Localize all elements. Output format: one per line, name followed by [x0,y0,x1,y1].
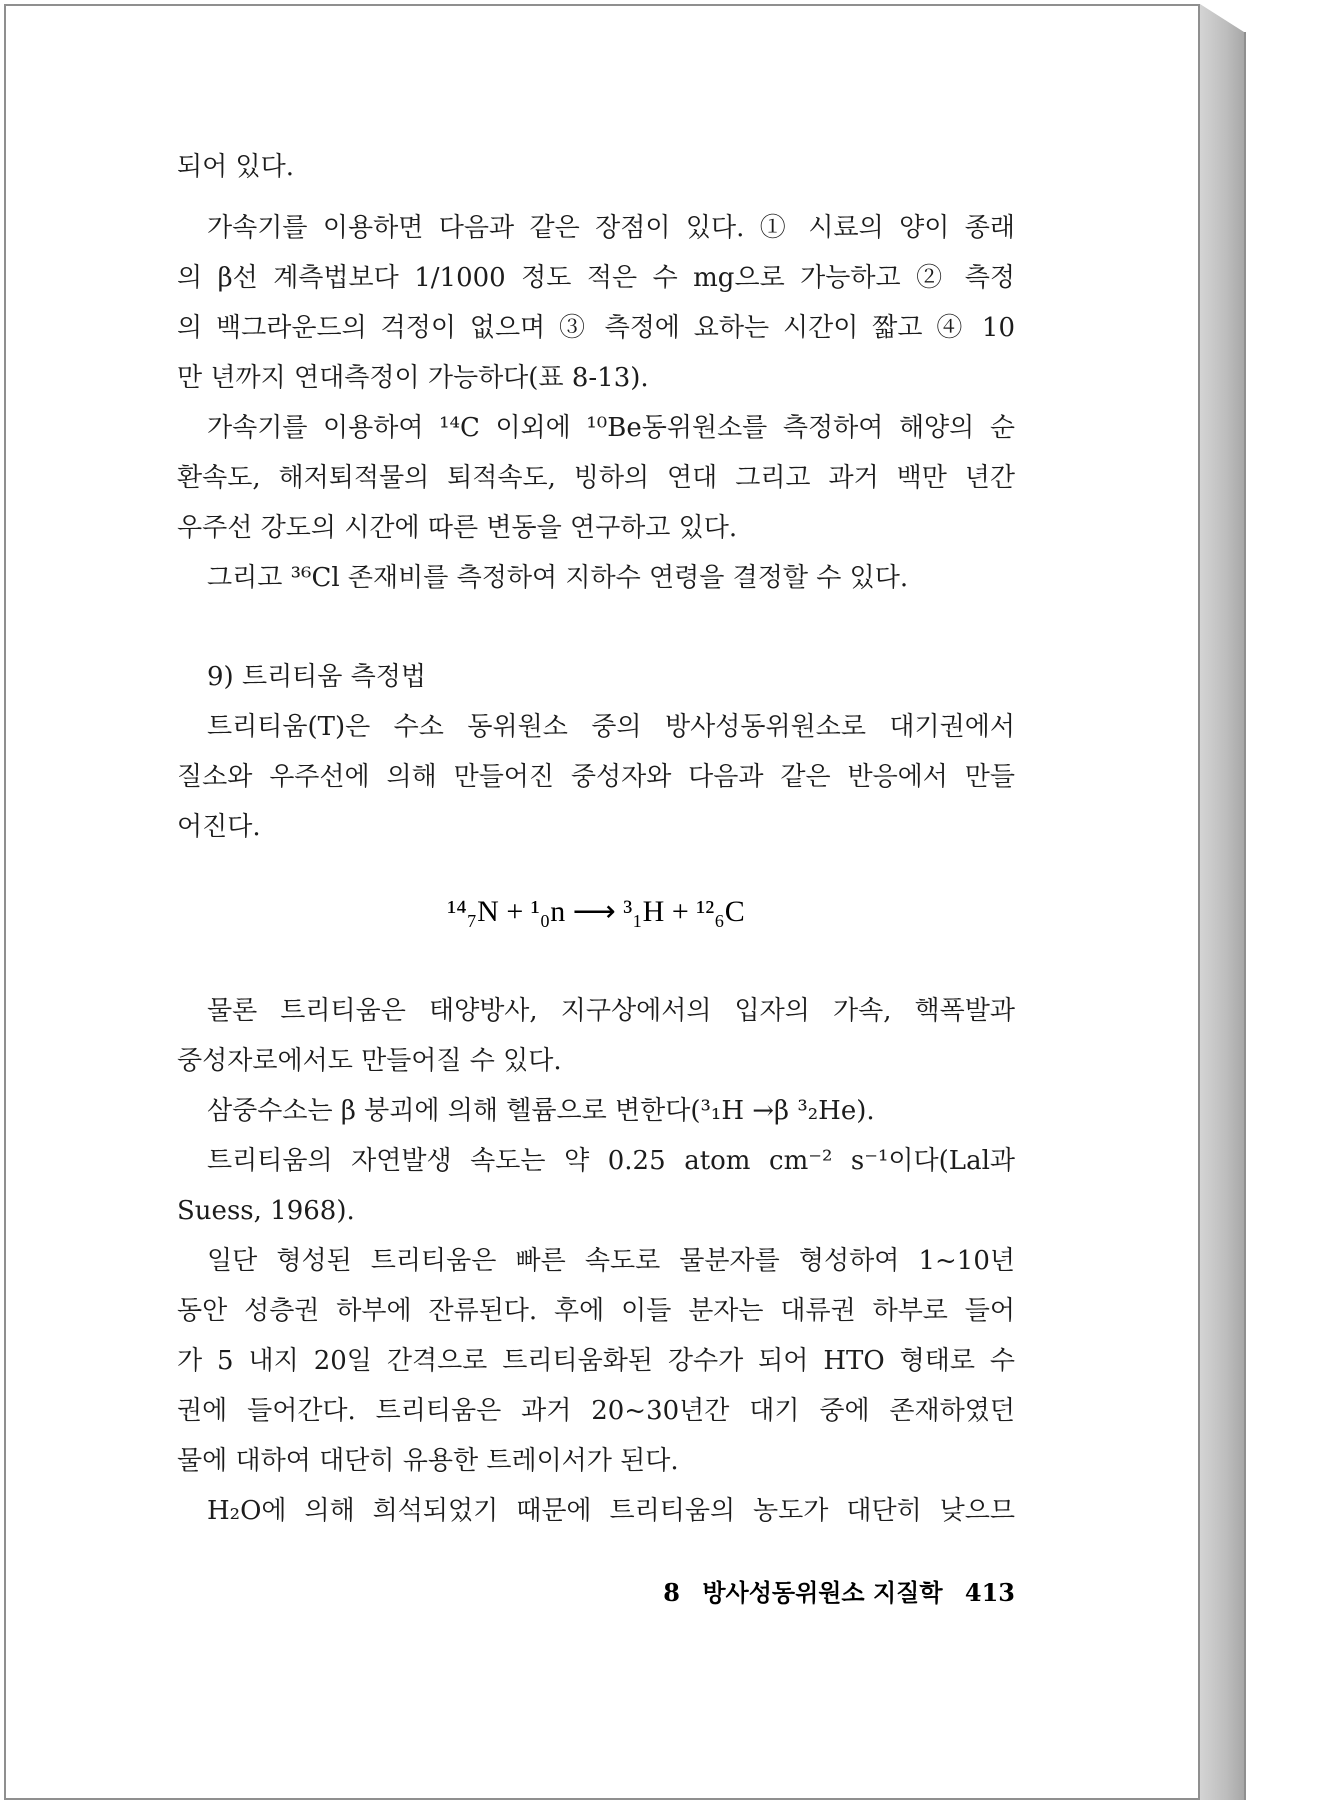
page-stack-edge [1200,4,1244,1800]
text-line: Suess, 1968). [177,1196,355,1226]
text-line: H₂O에 의해 희석되었기 때문에 트리티움의 농도가 대단히 낮으므 [207,1496,1015,1526]
text-line: 되어 있다. [177,152,294,182]
text-line: 가 5 내지 20일 간격으로 트리티움화된 강수가 되어 HTO 형태로 수 [177,1346,1015,1376]
text-line: 만 년까지 연대측정이 가능하다(표 8-13). [177,363,649,393]
text-line: 물에 대하여 대단히 유용한 트레이서가 된다. [177,1446,679,1476]
equation-tritium-production: ¹⁴₇N + ¹₀n ⟶ ³₁H + ¹²₆C [447,895,745,928]
text-line: 권에 들어간다. 트리티움은 과거 20~30년간 대기 중에 존재하였던 [177,1396,1015,1426]
chapter-number: 8 [663,1578,680,1607]
section-heading: 9) 트리티움 측정법 [207,662,427,692]
text-line: 의 β선 계측법보다 1/1000 정도 적은 수 mg으로 가능하고 ② 측정 [177,263,1015,293]
text-line: 의 백그라운드의 걱정이 없으며 ③ 측정에 요하는 시간이 짧고 ④ 10 [177,313,1015,343]
page-stack-border [1244,32,1246,1800]
text-line: 동안 성층권 하부에 잔류된다. 후에 이들 분자는 대류권 하부로 들어 [177,1296,1015,1326]
text-line: 우주선 강도의 시간에 따른 변동을 연구하고 있다. [177,513,738,543]
text-line: 트리티움(T)은 수소 동위원소 중의 방사성동위원소로 대기권에서 [207,712,1015,742]
text-line: 가속기를 이용하여 ¹⁴C 이외에 ¹⁰Be동위원소를 측정하여 해양의 순 [207,413,1015,443]
text-line: 중성자로에서도 만들어질 수 있다. [177,1046,562,1076]
text-line: 일단 형성된 트리티움은 빠른 속도로 물분자를 형성하여 1~10년 [207,1246,1015,1276]
text-line: 환속도, 해저퇴적물의 퇴적속도, 빙하의 연대 그리고 과거 백만 년간 [177,463,1015,493]
text-line: 물론 트리티움은 태양방사, 지구상에서의 입자의 가속, 핵폭발과 [207,996,1015,1026]
page-number: 413 [964,1578,1015,1607]
running-footer [177,1573,1015,1613]
text-line: 어진다. [177,812,261,842]
text-line: 가속기를 이용하면 다음과 같은 장점이 있다. ① 시료의 양이 종래 [207,213,1015,243]
text-line: 질소와 우주선에 의해 만들어진 중성자와 다음과 같은 반응에서 만들 [177,762,1015,792]
text-line: 삼중수소는 β 붕괴에 의해 헬륨으로 변한다(³₁H →β ³₂He). [207,1096,875,1126]
chapter-title: 방사성동위원소 지질학 [702,1578,943,1607]
text-line: 그리고 ³⁶Cl 존재비를 측정하여 지하수 연령을 결정할 수 있다. [207,563,909,593]
text-line: 트리티움의 자연발생 속도는 약 0.25 atom cm⁻² s⁻¹이다(Lal과 [207,1146,1015,1176]
